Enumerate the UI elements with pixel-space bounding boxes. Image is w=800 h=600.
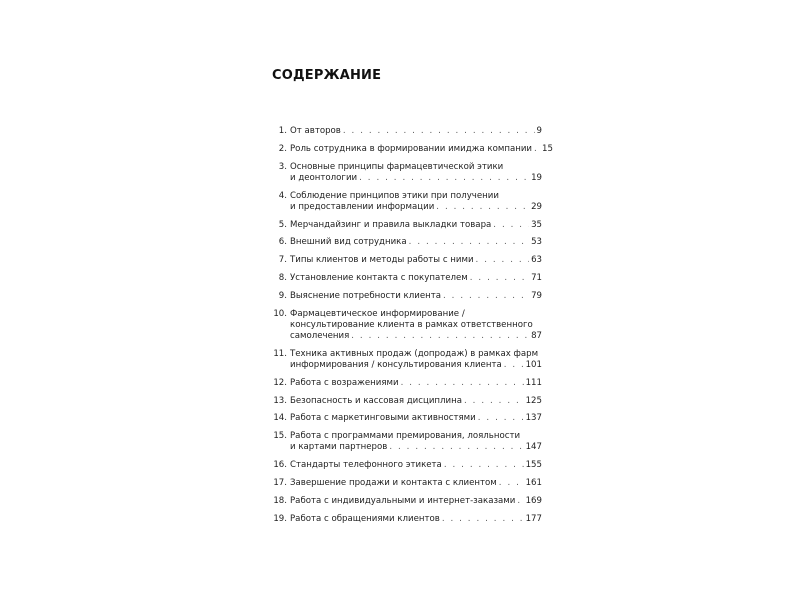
toc-entry-title: Завершение продажи и контакта с клиентом (290, 477, 497, 488)
toc-entry-title: Фармацевтическое информирование / (290, 308, 465, 319)
toc-page-number: 155 (525, 460, 542, 471)
toc-entry-title: Соблюдение принципов этики при получении (290, 190, 499, 201)
toc-entry-line (290, 396, 542, 407)
toc-entry-line (290, 273, 542, 284)
toc-page-number: 19 (531, 172, 542, 183)
toc-entry (270, 220, 542, 231)
toc-entry-number: 13. (273, 395, 287, 406)
toc-entry-title: информирования / консультирования клиента (290, 359, 502, 370)
toc-page-number: 15 (542, 143, 553, 154)
toc-dot-leader (443, 291, 529, 302)
toc-list (270, 126, 553, 531)
toc-entry (270, 413, 542, 424)
toc-entry (270, 431, 542, 453)
toc-dot-leader (470, 273, 529, 284)
toc-dot-leader (436, 202, 529, 213)
toc-page-number: 111 (525, 377, 542, 388)
toc-entry-line (290, 349, 542, 360)
toc-dot-leader (478, 413, 524, 424)
toc-entry-body (290, 191, 542, 213)
toc-entry-title: Безопасность и кассовая дисциплина (290, 395, 463, 406)
toc-entry-line (290, 413, 542, 424)
toc-entry-line (290, 320, 542, 331)
toc-entry (270, 378, 542, 389)
toc-entry-body (290, 349, 542, 371)
toc-page-number: 161 (525, 477, 542, 488)
toc-entry (270, 126, 542, 137)
toc-entry-title: Стандарты телефонного этикета (290, 460, 442, 471)
toc-page-number: 79 (531, 290, 542, 301)
toc-entry-title: Выяснение потребности клиента (290, 290, 441, 301)
toc-entry-title: Техника активных продаж (допродаж) в рамках фарм (290, 348, 539, 359)
toc-entry-line (290, 309, 542, 320)
toc-entry (270, 349, 542, 371)
toc-page-number: 35 (531, 219, 542, 230)
toc-dot-leader (464, 396, 524, 407)
toc-entry-line (290, 202, 542, 213)
toc-entry-title: и предоставлении информации (290, 201, 435, 212)
toc-entry-number: 11. (273, 348, 287, 359)
toc-entry-body (290, 396, 542, 407)
toc-entry (270, 309, 542, 343)
toc-dot-leader (499, 478, 524, 489)
toc-entry-number: 10. (273, 308, 287, 319)
toc-title: СОДЕРЖАНИЕ (272, 68, 382, 83)
toc-entry-body (290, 309, 542, 343)
toc-entry (270, 273, 542, 284)
toc-entry (270, 255, 542, 266)
toc-entry (270, 143, 553, 155)
toc-page-number: 53 (531, 237, 542, 248)
toc-page-number: 137 (525, 413, 542, 424)
toc-entry-line (290, 460, 542, 471)
toc-dot-leader (476, 255, 530, 266)
toc-entry-body (290, 378, 542, 389)
toc-entry-title: Внешний вид сотрудника (290, 237, 407, 248)
toc-page-number: 87 (531, 330, 542, 341)
toc-page-number: 101 (525, 359, 542, 370)
toc-dot-leader (504, 360, 524, 371)
toc-entry-line (290, 237, 542, 248)
toc-entry-number: 17. (273, 477, 287, 488)
toc-entry-line (290, 255, 542, 266)
toc-entry-number: 8. (278, 272, 287, 283)
toc-entry-line (290, 143, 553, 155)
toc-dot-leader (401, 378, 524, 389)
toc-entry-body (290, 291, 542, 302)
toc-entry-number: 16. (273, 460, 287, 471)
toc-entry-title: Основные принципы фармацевтической этики (290, 161, 504, 172)
toc-page-number: 71 (531, 272, 542, 283)
toc-entry-line (290, 360, 542, 371)
toc-page-number: 9 (536, 126, 542, 136)
toc-entry (270, 514, 542, 525)
toc-entry-line (290, 496, 542, 507)
toc-dot-leader (534, 144, 540, 155)
toc-dot-leader (351, 331, 529, 342)
toc-entry-line (290, 126, 542, 137)
toc-entry-number: 4. (278, 190, 287, 201)
toc-dot-leader (517, 496, 523, 507)
toc-entry-line (290, 514, 542, 525)
toc-page-number: 169 (525, 495, 542, 506)
toc-entry-body (290, 514, 542, 525)
toc-entry-body (290, 460, 542, 471)
toc-entry-line (290, 191, 542, 202)
toc-entry-title: Работа с маркетинговыми активностями (290, 413, 476, 424)
toc-entry-body (290, 413, 542, 424)
toc-entry-line (290, 331, 542, 342)
toc-entry-body (290, 273, 542, 284)
toc-entry-line (290, 162, 542, 173)
toc-entry-number: 6. (278, 237, 287, 248)
toc-entry (270, 460, 542, 471)
toc-entry-number: 5. (278, 219, 287, 230)
toc-page-number: 63 (531, 255, 542, 266)
toc-entry-line (290, 478, 542, 489)
toc-entry (270, 496, 542, 507)
toc-entry-number: 18. (273, 495, 287, 506)
toc-entry-body (290, 478, 542, 489)
toc-entry-title: От авторов (290, 126, 341, 136)
toc-entry-title: Роль сотрудника в формировании имиджа компании (290, 143, 533, 154)
toc-entry-line (290, 173, 542, 184)
toc-entry-title: консультирование клиента в рамках ответственного (290, 319, 533, 330)
toc-dot-leader (359, 173, 529, 184)
toc-page-number: 125 (525, 395, 542, 406)
toc-entry-body (290, 431, 542, 453)
toc-entry-body (290, 162, 542, 184)
toc-entry-number: 19. (273, 513, 287, 524)
toc-page-number: 29 (531, 201, 542, 212)
toc-entry-title: самолечения (290, 330, 350, 341)
toc-dot-leader (389, 442, 523, 453)
toc-entry (270, 237, 542, 248)
toc-entry-number: 14. (273, 413, 287, 424)
toc-entry-number: 2. (278, 143, 287, 154)
toc-entry-number: 3. (278, 161, 287, 172)
toc-entry-line (290, 442, 542, 453)
toc-page-number: 177 (525, 513, 542, 524)
toc-entry-number: 9. (278, 290, 287, 301)
toc-entry-body (290, 143, 553, 155)
toc-entry-number: 15. (273, 431, 287, 442)
toc-entry-title: и деонтологии (290, 172, 358, 183)
toc-entry-body (290, 126, 542, 137)
toc-entry-title: Установление контакта с покупателем (290, 272, 468, 283)
toc-dot-leader (409, 237, 529, 248)
toc-dot-leader (493, 220, 529, 231)
toc-entry-number: 7. (278, 255, 287, 266)
toc-entry (270, 162, 542, 184)
toc-dot-leader (442, 514, 524, 525)
toc-entry-title: Работа с программами премирования, лояльности (290, 431, 521, 442)
toc-page-number: 147 (525, 442, 542, 453)
toc-entry-line (290, 291, 542, 302)
toc-dot-leader (343, 126, 535, 137)
toc-entry-body (290, 220, 542, 231)
toc-entry-title: Мерчандайзинг и правила выкладки товара (290, 219, 492, 230)
toc-entry-number: 1. (278, 126, 287, 136)
toc-entry-body (290, 496, 542, 507)
toc-entry-number: 12. (273, 377, 287, 388)
toc-entry-title: и картами партнеров (290, 442, 388, 453)
toc-entry-body (290, 255, 542, 266)
toc-entry-line (290, 220, 542, 231)
toc-entry (270, 396, 542, 407)
toc-entry-title: Типы клиентов и методы работы с ними (290, 255, 474, 266)
toc-entry-body (290, 237, 542, 248)
toc-entry (270, 478, 542, 489)
toc-entry-line (290, 378, 542, 389)
toc-entry (270, 291, 542, 302)
toc-entry-title: Работа с индивидуальными и интернет-заказами (290, 495, 516, 506)
toc-entry-title: Работа с обращениями клиентов (290, 513, 440, 524)
toc-entry-title: Работа с возражениями (290, 377, 399, 388)
toc-entry-line (290, 431, 542, 442)
toc-dot-leader (444, 460, 524, 471)
toc-entry (270, 191, 542, 213)
